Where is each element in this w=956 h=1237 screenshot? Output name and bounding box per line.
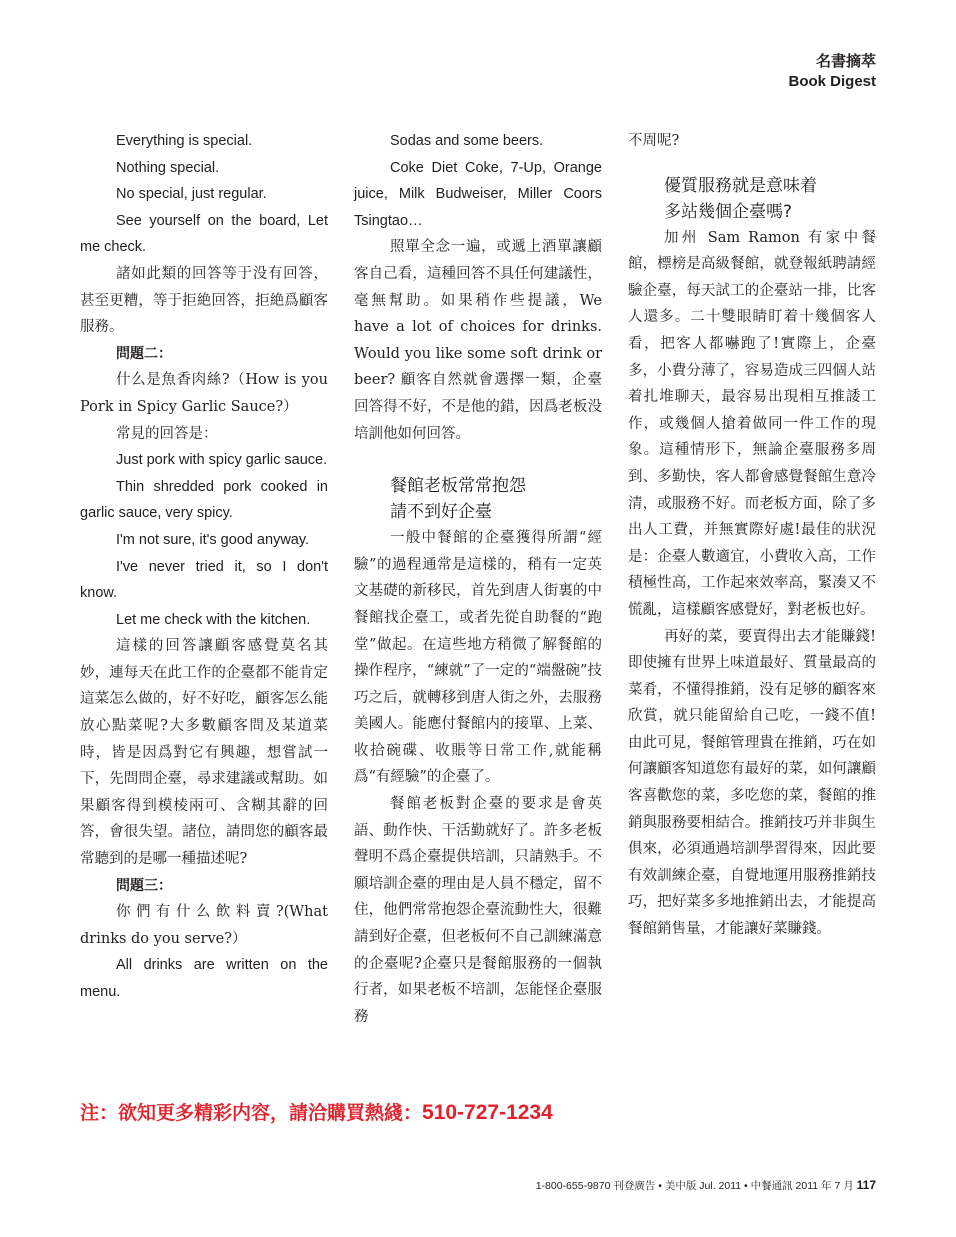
note-text: 注：欲知更多精彩内容，請洽購買熱綫： bbox=[80, 1102, 423, 1124]
column-2 bbox=[354, 128, 602, 1030]
paragraph: 一般中餐館的企臺獲得所謂“經驗”的過程通常是這樣的，稍有一定英文基礎的新移民，首先到唐人街裏的中餐館找企臺工，或者先從自助餐的“跑堂”做起。在這些地方稍微了解餐館的操作程序，“練就”了一定的“端盤碗”技巧之后，就轉移到唐人街之外，去服務美國人。能應付餐館内的接單、上菜、收拾碗碟、收賬等日常工作,就能稱爲“有經驗”的企臺了。 bbox=[354, 530, 602, 786]
question-heading: 問題二： bbox=[116, 345, 172, 362]
paragraph: Coke Diet Coke, 7-Up, Orange juice, Milk Budweiser, Miller Coors Tsingtao… bbox=[354, 159, 602, 229]
paragraph: All drinks are written on the menu. bbox=[80, 957, 328, 1000]
paragraph: 加州 Sam Ramon 有家中餐館，標榜是高級餐館，就登報紙聘請經驗企臺，每天試工的企臺站一排，比客人還多。二十雙眼睛盯着十幾個客人看，把客人都嚇跑了!實際上，企臺多，小費分薄了，容易造成三四個人站着扎堆聊天，最容易出現相互推諉工作，或幾個人搶着做同一件工作的現象。這種情形下，無論企臺服務多周到、多勤快，客人都會感覺餐館生意冷清，或服務不好。而老板方面，除了多出人工費，并無實際好處!最佳的狀況是：企臺人數適宜，小費收入高，工作積極性高，工作起來效率高，緊凑又不慌亂，這樣顧客感覺好，對老板也好。 bbox=[628, 229, 876, 618]
spacer bbox=[628, 155, 876, 173]
paragraph: 不周呢? bbox=[628, 133, 680, 149]
hotline-note bbox=[80, 1098, 553, 1125]
paragraph: 什么是魚香肉絲?（How is you Pork in Spicy Garlic Sauce?） bbox=[80, 372, 328, 415]
paragraph: Everything is special. bbox=[116, 133, 253, 149]
spacer bbox=[354, 447, 602, 473]
paragraph: 常見的回答是： bbox=[116, 425, 218, 442]
section-heading: 優質服務就是意味着 bbox=[664, 175, 817, 196]
paragraph: 這樣的回答讓顧客感覺莫名其妙，連每天在此工作的企臺都不能肯定這菜怎么做的，好不好吃，顧客怎么能放心點菜呢?大多數顧客問及某道菜時，皆是因爲對它有興趣，想嘗試一下，先問問企臺，尋求建議或幫助。如果顧客得到模棱兩可、含糊其辭的回答，會很失望。諸位，請問您的顧客最常聽到的是哪一種描述呢? bbox=[80, 638, 328, 868]
section-heading: 餐館老板常常抱怨 bbox=[390, 476, 526, 497]
paragraph: 餐館老板對企臺的要求是會英語、動作快、干活勤就好了。許多老板聲明不爲企臺提供培訓，只請熟手。不願培訓企臺的理由是人員不穩定，留不住，他們常常抱怨企臺流動性大，很難請到好企臺，但老板何不自己訓練滿意的企臺呢?企臺只是餐館服務的一個執行者，如果老板不培訓，怎能怪企臺服務 bbox=[354, 796, 602, 1025]
section-heading: 請不到好企臺 bbox=[390, 502, 492, 523]
paragraph: Nothing special. bbox=[116, 159, 220, 176]
paragraph: 再好的菜，要賣得出去才能賺錢!即使擁有世界上味道最好、質量最高的菜肴，不懂得推銷，没有足够的顧客來欣賞，就只能留給自己吃，一錢不值!由此可見，餐館管理貴在推銷，巧在如何讓顧客知道您有最好的菜，如何讓顧客喜歡您的菜，多吃您的菜，餐館的推銷與服務要相結合。推銷技巧并非與生俱來，必須通過培訓學習得來，因此要有效訓練企臺，自覺地運用服務推銷技巧，把好菜多多地推銷出去，才能提高餐館銷售量，才能讓好菜賺錢。 bbox=[628, 628, 876, 938]
section-title-zh: 名書摘萃 bbox=[815, 52, 876, 70]
paragraph: I've never tried it, so I don't know. bbox=[80, 558, 328, 602]
paragraph: 照單全念一遍，或遞上酒單讓顧客自己看，這種回答不具任何建議性，毫無幫助。如果稍作些提議，We have a lot of choices for drinks. Would you like some soft drink or beer? 顧客自然就會選擇一類，企臺回答得不好，不是他的錯，因爲老板没培訓他如何回答。 bbox=[354, 239, 602, 442]
page-footer bbox=[536, 1178, 876, 1193]
paragraph: See yourself on the board, Let me check. bbox=[80, 212, 328, 256]
paragraph: 你們有什么飲料賣?(What drinks do you serve?） bbox=[80, 904, 328, 947]
paragraph: I'm not sure, it's good anyway. bbox=[116, 531, 310, 548]
paragraph: Sodas and some beers. bbox=[390, 133, 544, 149]
section-title-en: Book Digest bbox=[788, 73, 876, 90]
paragraph: Just pork with spicy garlic sauce. bbox=[116, 452, 328, 469]
column-1 bbox=[80, 128, 328, 1006]
paragraph: 諸如此類的回答等于没有回答，甚至更糟，等于拒絶回答，拒絶爲顧客服務。 bbox=[80, 265, 328, 336]
section-heading: 多站幾個企臺嗎? bbox=[664, 201, 793, 222]
hotline-number: 510-727-1234 bbox=[422, 1101, 553, 1124]
page-number: 117 bbox=[856, 1178, 876, 1192]
paragraph: No special, just regular. bbox=[116, 186, 267, 203]
footer-text: 1-800-655-9870 刊登廣告 • 美中版 Jul. 2011 • 中餐通訊 2011 年 7 月 bbox=[535, 1180, 854, 1192]
paragraph: Thin shredded pork cooked in garlic sauce, very spicy. bbox=[80, 478, 328, 522]
page-header bbox=[788, 50, 876, 92]
question-heading: 問題三： bbox=[116, 877, 172, 894]
column-3 bbox=[628, 128, 876, 943]
paragraph: Let me check with the kitchen. bbox=[116, 611, 311, 628]
